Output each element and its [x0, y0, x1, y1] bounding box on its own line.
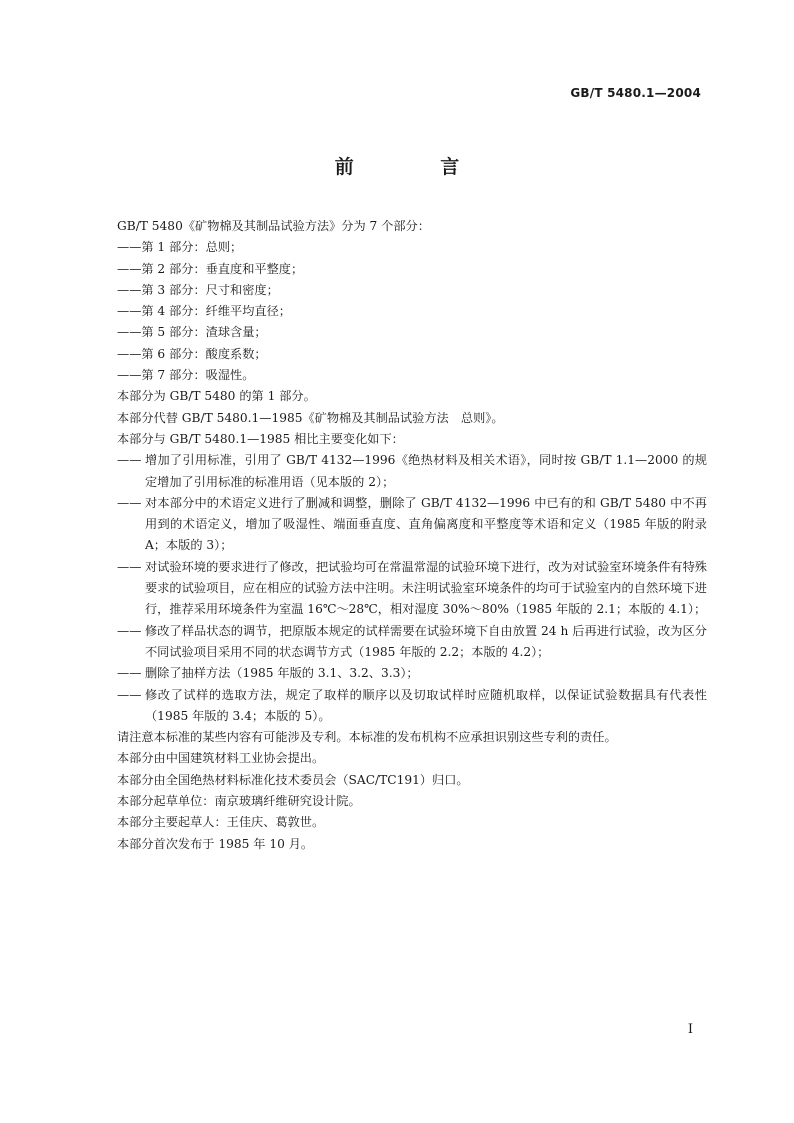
- change-item: —— 对本部分中的术语定义进行了删减和调整，删除了 GB/T 4132—1996 中已有的和 GB/T 5480 中不再用到的术语定义，增加了吸湿性、端面垂直度、直角偏离度和平整度等术语和定义（1985 年版的附录 A；本版的 3）；: [117, 495, 707, 553]
- list-item: ——第 1 部分：总则；: [117, 240, 243, 255]
- list-item: ——第 2 部分：垂直度和平整度；: [117, 261, 304, 276]
- statement-line: 本部分与 GB/T 5480.1—1985 相比主要变化如下：: [117, 431, 404, 446]
- statement-line: 本部分代替 GB/T 5480.1—1985《矿物棉及其制品试验方法 总则》。: [117, 410, 504, 425]
- page-number: I: [687, 1022, 693, 1037]
- page-title: 前 言: [334, 156, 500, 178]
- closing-line: 本部分主要起草人：王佳庆、葛敦世。: [117, 815, 325, 830]
- list-item: ——第 4 部分：纤维平均直径；: [117, 304, 291, 319]
- closing-line: 请注意本标准的某些内容有可能涉及专利。本标准的发布机构不应承担识别这些专利的责任。: [117, 730, 617, 745]
- closing-line: 本部分由全国绝热材料标准化技术委员会（SAC/TC191）归口。: [117, 772, 469, 787]
- intro-line: GB/T 5480《矿物棉及其制品试验方法》分为 7 个部分：: [117, 219, 430, 233]
- change-item: —— 修改了试样的选取方法，规定了取样的顺序以及切取试样时应随机取样，以保证试验数据具有代表性（1985 年版的 3.4；本版的 5）。: [117, 687, 707, 723]
- change-item: —— 删除了抽样方法（1985 年版的 3.1、3.2、3.3）；: [117, 666, 419, 681]
- closing-line: 本部分起草单位：南京玻璃纤维研究设计院。: [117, 794, 361, 809]
- standard-code: GB/T 5480.1—2004: [570, 86, 701, 100]
- foreword-body: [117, 216, 707, 855]
- change-item: —— 修改了样品状态的调节，把原版本规定的试样需要在试验环境下自由放置 24 h 后再进行试验，改为区分不同试验项目采用不同的状态调节方式（1985 年版的 2.2；本版的 4.2）；: [117, 623, 707, 659]
- closing-line: 本部分首次发布于 1985 年 10 月。: [117, 836, 314, 851]
- list-item: ——第 5 部分：渣球含量；: [117, 325, 267, 340]
- list-item: ——第 6 部分：酸度系数；: [117, 346, 267, 361]
- change-item: —— 对试验环境的要求进行了修改，把试验均可在常温常湿的试验环境下进行，改为对试验室环境条件有特殊要求的试验项目，应在相应的试验方法中注明。未注明试验室环境条件的均可于试验室内的自然环境下进行，推荐采用环境条件为室温 16℃～28℃，相对湿度 30%～80%（1985 年版的 2.1；本版的 4.1）；: [117, 559, 707, 617]
- closing-line: 本部分由中国建筑材料工业协会提出。: [117, 751, 325, 766]
- parts-list: [117, 237, 707, 386]
- change-item: —— 增加了引用标准，引用了 GB/T 4132—1996《绝热材料及相关术语》，同时按 GB/T 1.1—2000 的规定增加了引用标准的标准用语（见本版的 2）；: [117, 453, 707, 489]
- statement-line: 本部分为 GB/T 5480 的第 1 部分。: [117, 389, 316, 404]
- changes-list: [117, 450, 707, 727]
- list-item: ——第 7 部分：吸湿性。: [117, 368, 255, 383]
- list-item: ——第 3 部分：尺寸和密度；: [117, 282, 279, 297]
